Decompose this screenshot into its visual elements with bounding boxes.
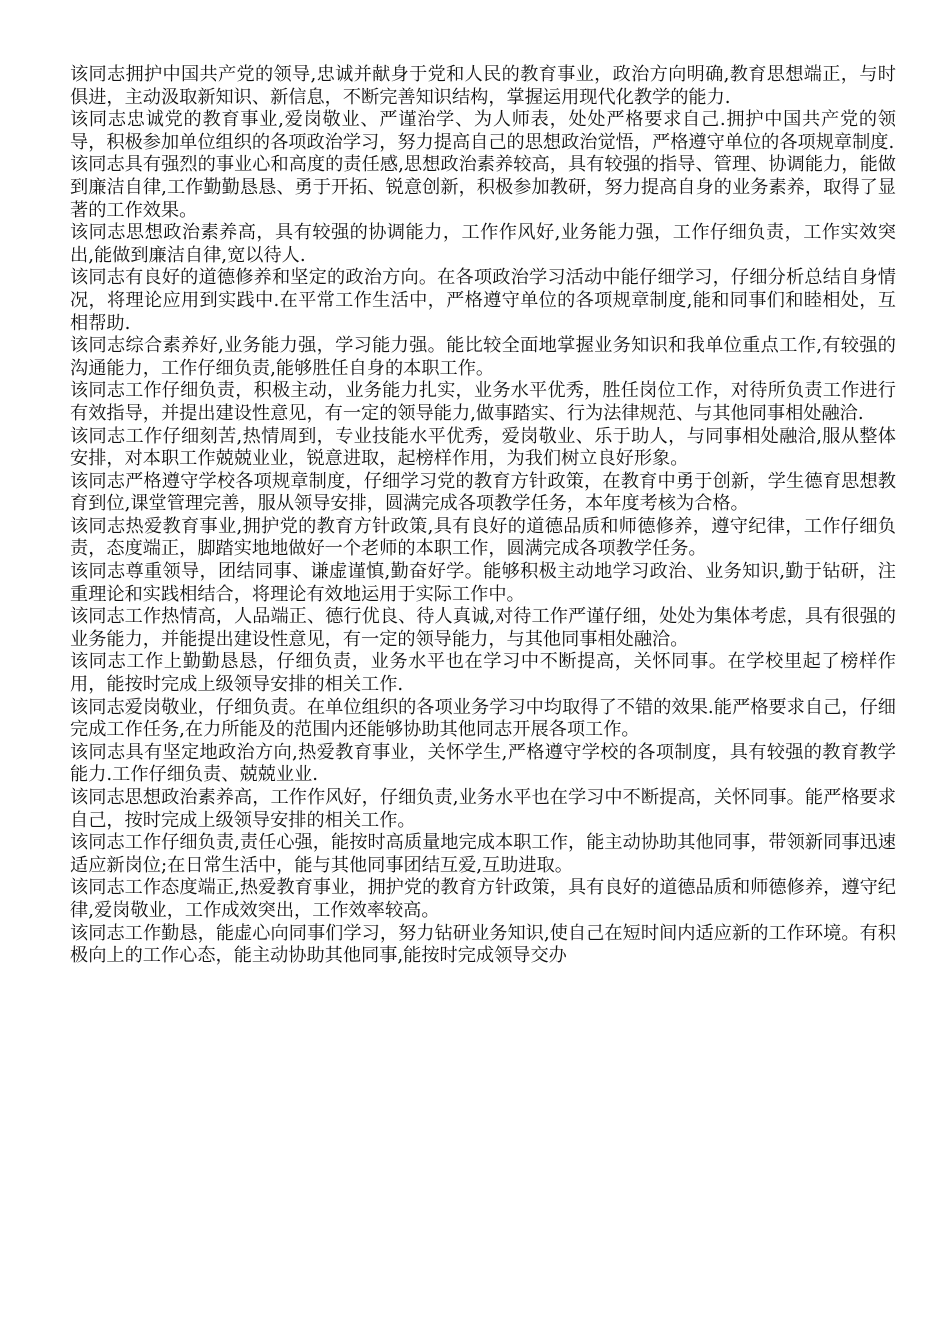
- paragraph: 该同志热爱教育事业,拥护党的教育方针政策,具有良好的道德品质和师德修养，遵守纪律，工作仔细负责，态度端正，脚踏实地地做好一个老师的本职工作，圆满完成各项教学任务。: [70, 515, 896, 560]
- paragraph: 该同志综合素养好,业务能力强，学习能力强。能比较全面地掌握业务知识和我单位重点工作,有较强的沟通能力，工作仔细负责,能够胜任自身的本职工作。: [70, 335, 896, 379]
- paragraph: 该同志思想政治素养高，工作作风好，仔细负责,业务水平也在学习中不断提高，关怀同事。能严格要求自己，按时完成上级领导安排的相关工作。: [70, 787, 896, 831]
- document-body: [70, 64, 896, 968]
- paragraph: 该同志拥护中国共产党的领导,忠诚并献身于党和人民的教育事业，政治方向明确,教育思想端正，与时俱进，主动汲取新知识、新信息，不断完善知识结构，掌握运用现代化教学的能力.: [70, 64, 896, 108]
- paragraph: 该同志忠诚党的教育事业,爱岗敬业、严谨治学、为人师表，处处严格要求自己.拥护中国共产党的领导，积极参加单位组织的各项政治学习，努力提高自己的思想政治觉悟，严格遵守单位的各项规章制度.: [70, 109, 896, 153]
- paragraph: 该同志工作仔细负责，积极主动，业务能力扎实，业务水平优秀，胜任岗位工作，对待所负责工作进行有效指导，并提出建设性意见，有一定的领导能力,做事踏实、行为法律规范、与其他同事相处融洽.: [70, 380, 896, 424]
- paragraph: 该同志尊重领导，团结同事、谦虚谨慎,勤奋好学。能够积极主动地学习政治、业务知识,勤于钻研，注重理论和实践相结合，将理论有效地运用于实际工作中。: [70, 561, 896, 605]
- paragraph: 该同志工作仔细负责,责任心强，能按时高质量地完成本职工作，能主动协助其他同事，带领新同事迅速适应新岗位;在日常生活中，能与其他同事团结互爱,互助进取。: [70, 832, 896, 876]
- paragraph: 该同志工作热情高，人品端正、德行优良、待人真诚,对待工作严谨仔细，处处为集体考虑，具有很强的业务能力，并能提出建设性意见，有一定的领导能力，与其他同事相处融洽。: [70, 606, 896, 650]
- paragraph: 该同志爱岗敬业，仔细负责。在单位组织的各项业务学习中均取得了不错的效果.能严格要求自己，仔细完成工作任务,在力所能及的范围内还能够协助其他同志开展各项工作。: [70, 696, 896, 741]
- paragraph: 该同志工作态度端正,热爱教育事业，拥护党的教育方针政策，具有良好的道德品质和师德修养，遵守纪律,爱岗敬业，工作成效突出，工作效率较高。: [70, 877, 896, 921]
- paragraph: 该同志工作勤恳，能虚心向同事们学习，努力钻研业务知识,使自己在短时间内适应新的工作环境。有积极向上的工作心态，能主动协助其他同事,能按时完成领导交办: [70, 922, 896, 967]
- paragraph: 该同志严格遵守学校各项规章制度，仔细学习党的教育方针政策，在教育中勇于创新，学生德育思想教育到位,课堂管理完善，服从领导安排，圆满完成各项教学任务，本年度考核为合格。: [70, 470, 896, 515]
- paragraph: 该同志具有坚定地政治方向,热爱教育事业，关怀学生,严格遵守学校的各项制度，具有较强的教育教学能力.工作仔细负责、兢兢业业.: [70, 741, 896, 786]
- paragraph: 该同志思想政治素养高，具有较强的协调能力，工作作风好,业务能力强，工作仔细负责，工作实效突出,能做到廉洁自律,宽以待人.: [70, 222, 896, 266]
- paragraph: 该同志具有强烈的事业心和高度的责任感,思想政治素养较高，具有较强的指导、管理、协调能力，能做到廉洁自律,工作勤勤恳恳、勇于开拓、锐意创新，积极参加教研，努力提高自身的业务素养，取得了显著的工作效果。: [70, 154, 896, 221]
- paragraph: 该同志工作仔细刻苦,热情周到，专业技能水平优秀，爱岗敬业、乐于助人，与同事相处融洽,服从整体安排，对本职工作兢兢业业，锐意进取，起榜样作用，为我们树立良好形象。: [70, 425, 896, 470]
- paragraph: 该同志工作上勤勤恳恳，仔细负责，业务水平也在学习中不断提高，关怀同事。在学校里起了榜样作用，能按时完成上级领导安排的相关工作.: [70, 651, 896, 696]
- paragraph: 该同志有良好的道德修养和坚定的政治方向。在各项政治学习活动中能仔细学习，仔细分析总结自身情况，将理论应用到实践中.在平常工作生活中，严格遵守单位的各项规章制度,能和同事们和睦相处，互相帮助.: [70, 267, 896, 334]
